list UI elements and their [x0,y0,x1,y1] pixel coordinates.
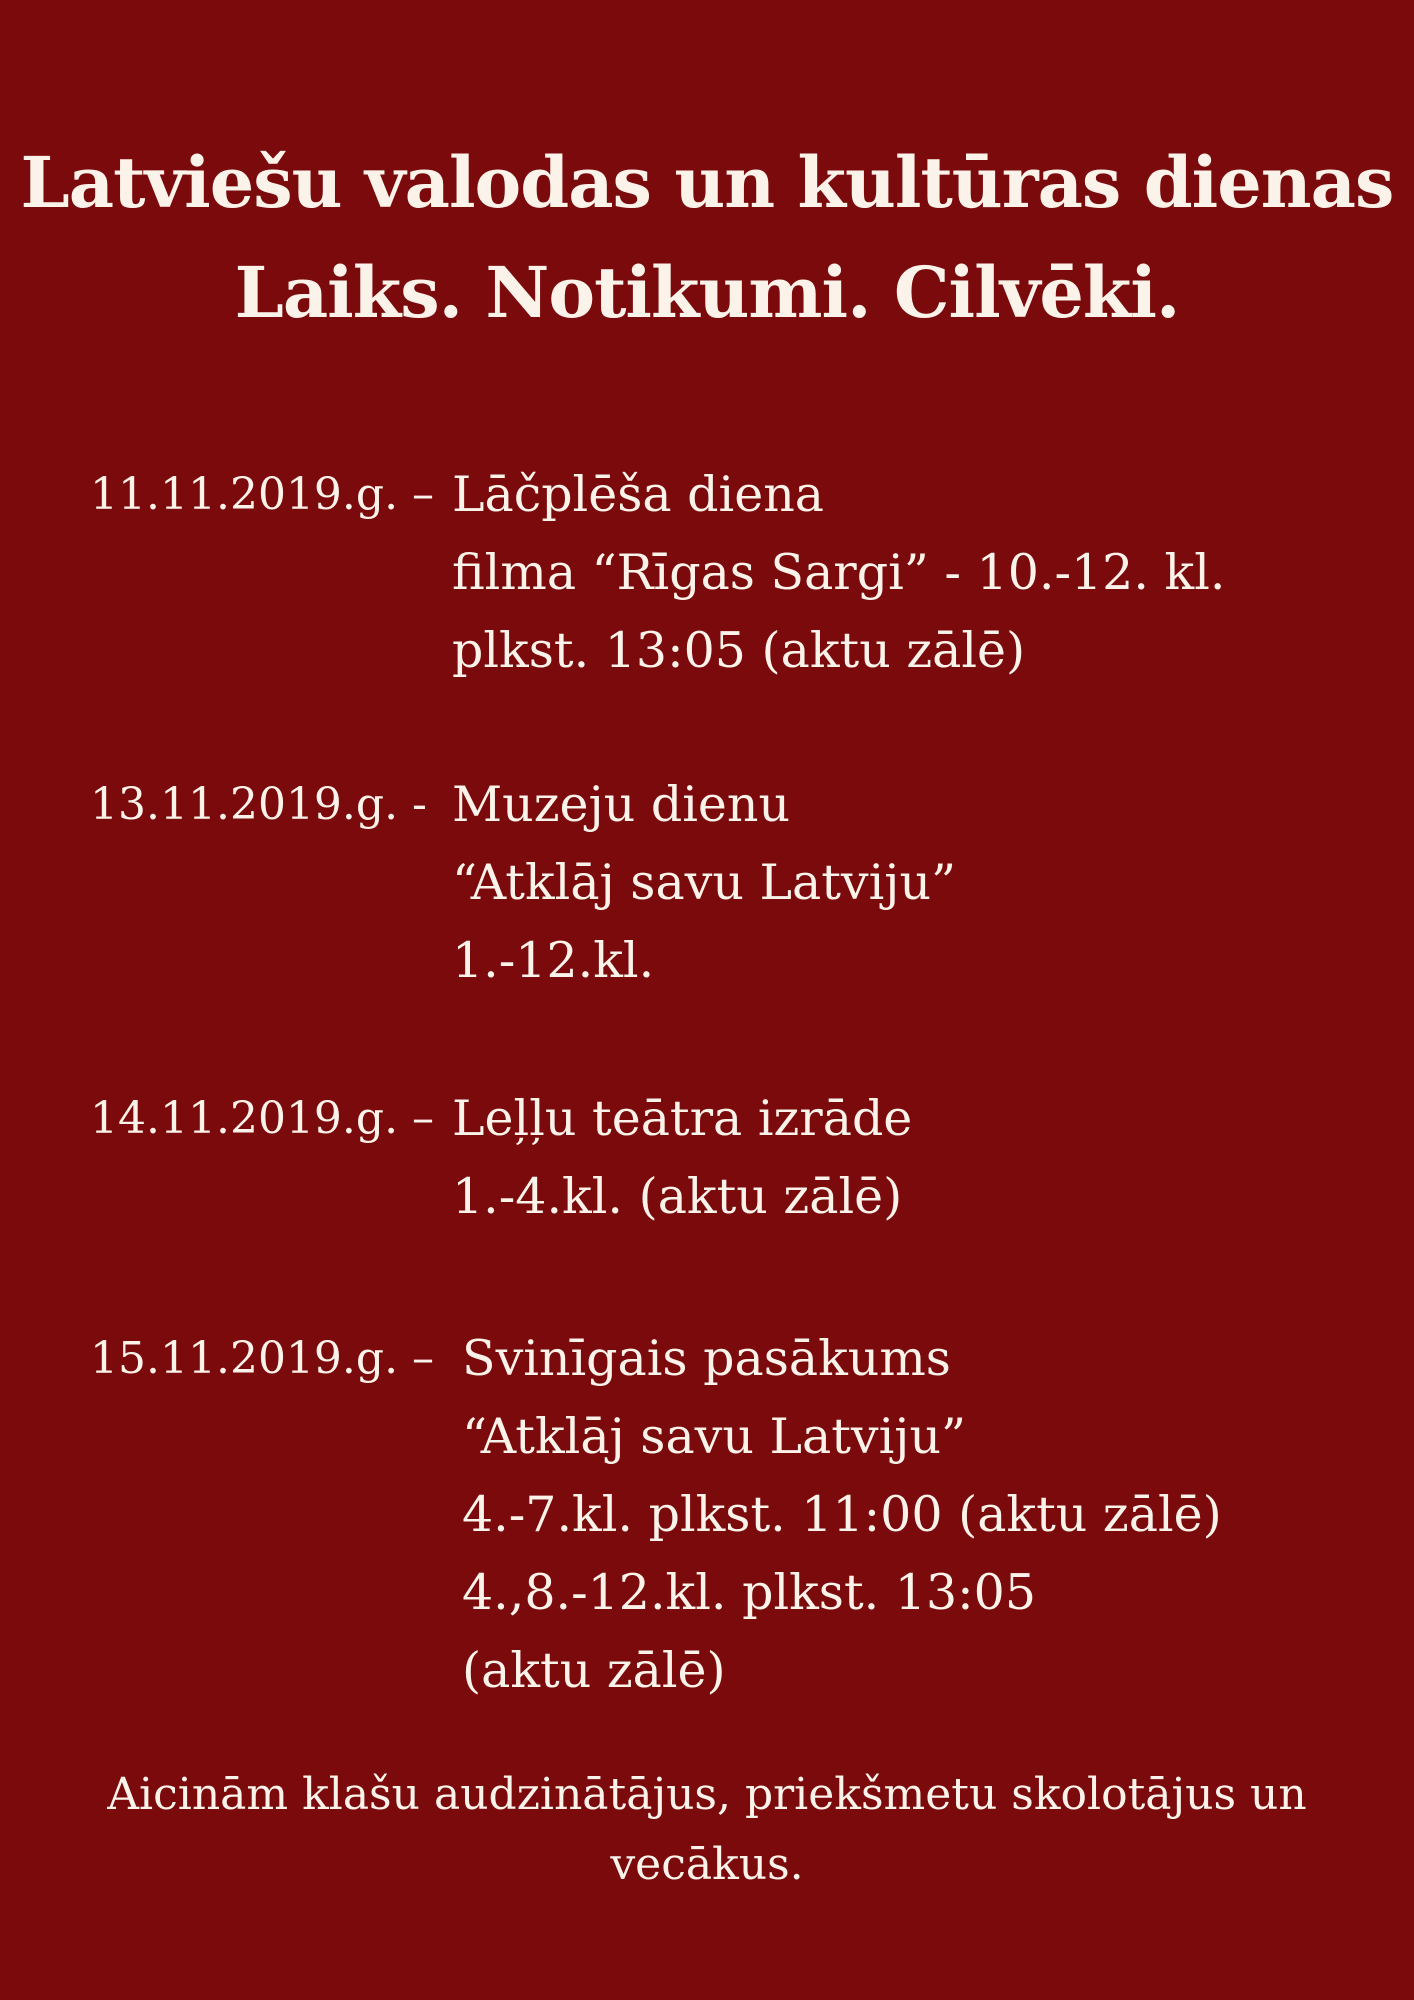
event-lacplesa-diena [90,456,1350,690]
event-line [90,456,1350,534]
event-muzeju-dienu [90,766,1350,1000]
event-svinigais-pasakums [90,1320,1350,1710]
event-title: Lāčplēša diena [452,466,824,523]
event-line [90,1398,1350,1476]
event-line [90,1158,1350,1236]
event-line [90,1632,1350,1710]
invitation-line: vecākus. [610,1839,804,1890]
event-line [90,766,1350,844]
event-line [90,534,1350,612]
event-detail: plkst. 13:05 (aktu zālē) [452,622,1026,679]
poster-title: Latviešu valodas un kultūras dienas [20,141,1394,224]
event-title: Leļļu teātra izrāde [452,1090,913,1147]
event-line [90,1476,1350,1554]
event-line [90,844,1350,922]
event-detail: “Atklāj savu Latviju” [462,1408,967,1465]
invitation-line: Aicinām klašu audzinātājus, priekšmetu skolotājus un [107,1769,1307,1820]
event-detail: (aktu zālē) [462,1642,726,1699]
event-line [90,612,1350,690]
event-line [90,1554,1350,1632]
poster-subtitle: Laiks. Notikumi. Cilvēki. [234,251,1180,334]
event-lellu-teatra-izrade [90,1080,1350,1236]
event-title: Muzeju dienu [452,776,791,833]
event-detail: 4.,8.-12.kl. plkst. 13:05 [462,1564,1037,1621]
event-date: 13.11.2019.g. - [90,779,427,830]
event-line [90,1320,1350,1398]
event-line [90,1080,1350,1158]
event-detail: filma “Rīgas Sargi” - 10.-12. kl. [452,544,1226,601]
event-date: 11.11.2019.g. – [90,469,435,520]
event-title: Svinīgais pasākums [462,1330,951,1387]
event-detail: 4.-7.kl. plkst. 11:00 (aktu zālē) [462,1486,1222,1543]
event-detail: “Atklāj savu Latviju” [452,854,957,911]
event-date: 14.11.2019.g. – [90,1093,435,1144]
event-date: 15.11.2019.g. – [90,1333,435,1384]
event-detail: 1.-4.kl. (aktu zālē) [452,1168,903,1225]
invitation-text [20,1760,1394,1900]
event-detail: 1.-12.kl. [452,932,655,989]
event-line [90,922,1350,1000]
